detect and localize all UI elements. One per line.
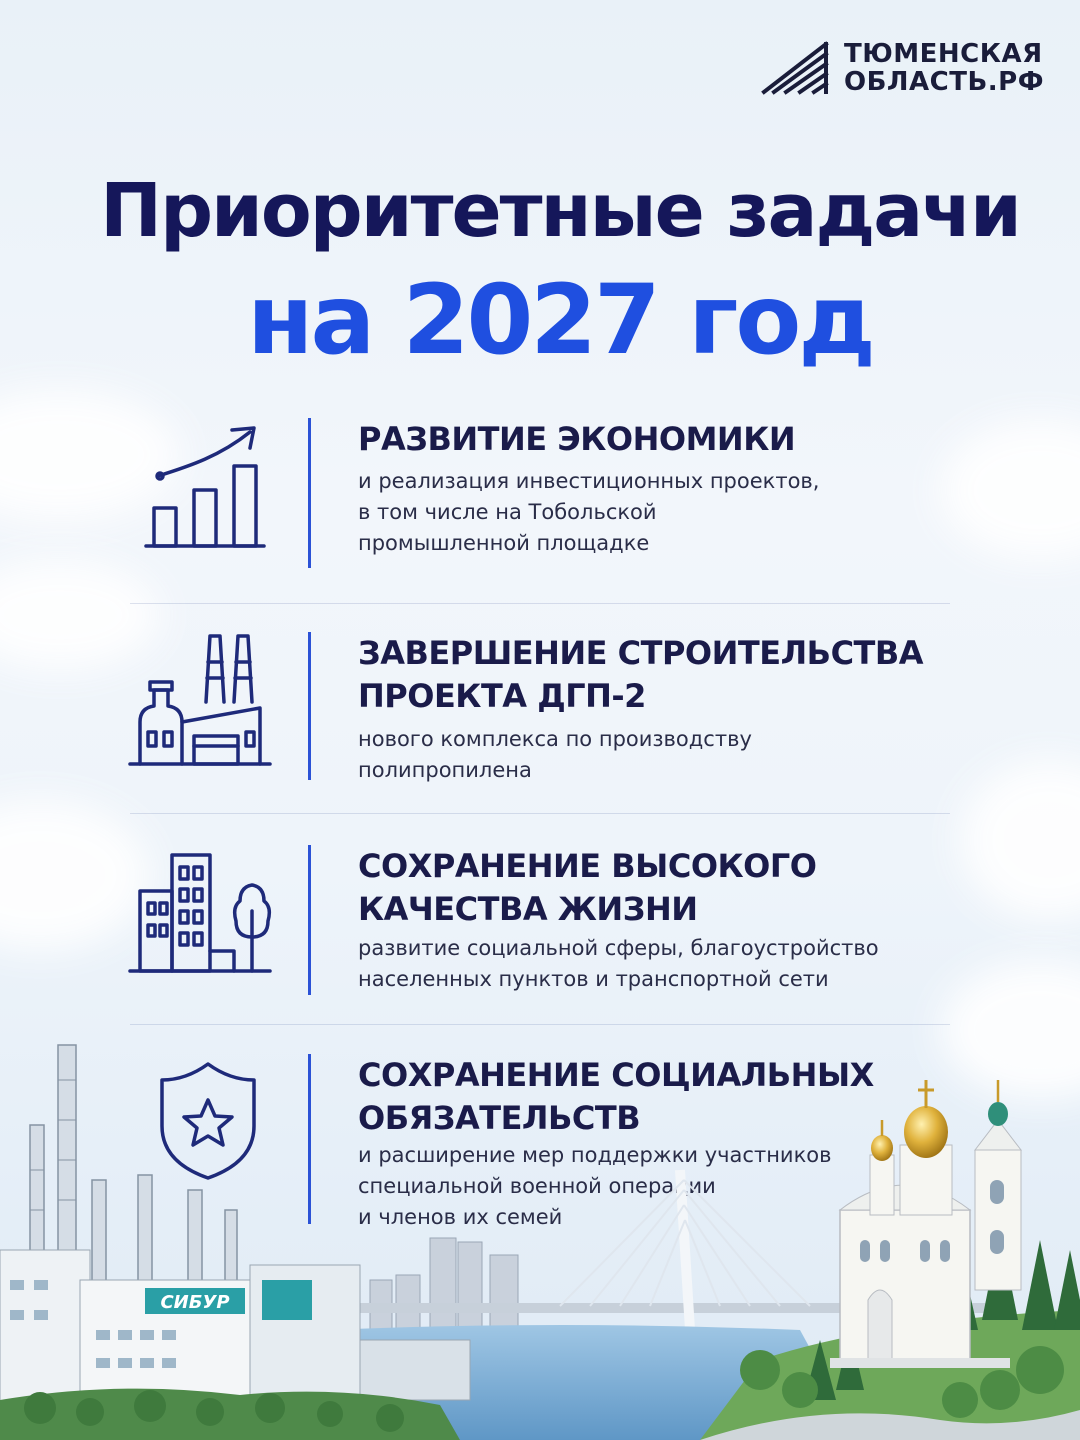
- priority-item-economy: [120, 418, 950, 578]
- item-description-line: развитие социальной сферы, благоустройство: [358, 936, 879, 960]
- item-description-line: нового комплекса по производству: [358, 727, 752, 751]
- section-separator: [130, 603, 950, 604]
- divider-line: [308, 418, 311, 568]
- cloud: [940, 420, 1080, 560]
- section-separator: [130, 813, 950, 814]
- item-description: [358, 724, 752, 786]
- growth-chart-icon: [120, 418, 280, 568]
- cloud: [960, 760, 1080, 920]
- item-description-line: промышленной площадке: [358, 531, 650, 555]
- distant-buildings: [370, 1238, 518, 1338]
- divider-line: [308, 845, 311, 995]
- item-description-line: населенных пунктов и транспортной сети: [358, 967, 829, 991]
- item-heading: [358, 845, 816, 931]
- page-title: Приоритетные задачи: [100, 168, 1020, 254]
- item-heading-line: ЗАВЕРШЕНИЕ СТРОИТЕЛЬСТВА: [358, 634, 924, 672]
- page-subtitle: на 2027 год: [247, 264, 873, 376]
- divider-line: [308, 632, 311, 780]
- brand-name-line1: ТЮМЕНСКАЯ: [844, 39, 1043, 69]
- item-heading-line: СОХРАНЕНИЕ СОЦИАЛЬНЫХ: [358, 1056, 874, 1094]
- city-panorama-illustration: [0, 1040, 1080, 1440]
- item-heading-line: РАЗВИТИЕ ЭКОНОМИКИ: [358, 420, 796, 458]
- item-heading: [358, 632, 923, 718]
- section-separator: [130, 1024, 950, 1025]
- item-heading-line: КАЧЕСТВА ЖИЗНИ: [358, 890, 698, 928]
- brand-logo[interactable]: [760, 40, 1044, 96]
- priority-item-dgp2: [120, 632, 950, 782]
- industrial-plant: [0, 1045, 470, 1440]
- item-description-line: и реализация инвестиционных проектов,: [358, 469, 820, 493]
- brand-name-line2: ОБЛАСТЬ.РФ: [844, 67, 1044, 97]
- item-description-line: в том числе на Тобольской: [358, 500, 657, 524]
- priority-item-quality-of-life: [120, 845, 950, 995]
- plant-sign-text: СИБУР: [160, 1292, 230, 1313]
- city-buildings-icon: [120, 845, 280, 995]
- item-description-line: и членов их семей: [358, 1205, 563, 1229]
- item-heading-line: ПРОЕКТА ДГП-2: [358, 677, 646, 715]
- item-description-line: специальной военной операции: [358, 1174, 716, 1198]
- item-description: [358, 933, 879, 995]
- item-heading-line: ОБЯЗАТЕЛЬСТВ: [358, 1099, 641, 1137]
- item-description: [358, 466, 819, 559]
- item-heading-line: СОХРАНЕНИЕ ВЫСОКОГО: [358, 847, 817, 885]
- item-description-line: полипропилена: [358, 758, 532, 782]
- item-heading: [358, 418, 795, 461]
- item-description-line: и расширение мер поддержки участников: [358, 1143, 832, 1167]
- brand-name: [844, 40, 1044, 96]
- road-lines-icon: [760, 40, 830, 96]
- factory-icon: [120, 632, 280, 782]
